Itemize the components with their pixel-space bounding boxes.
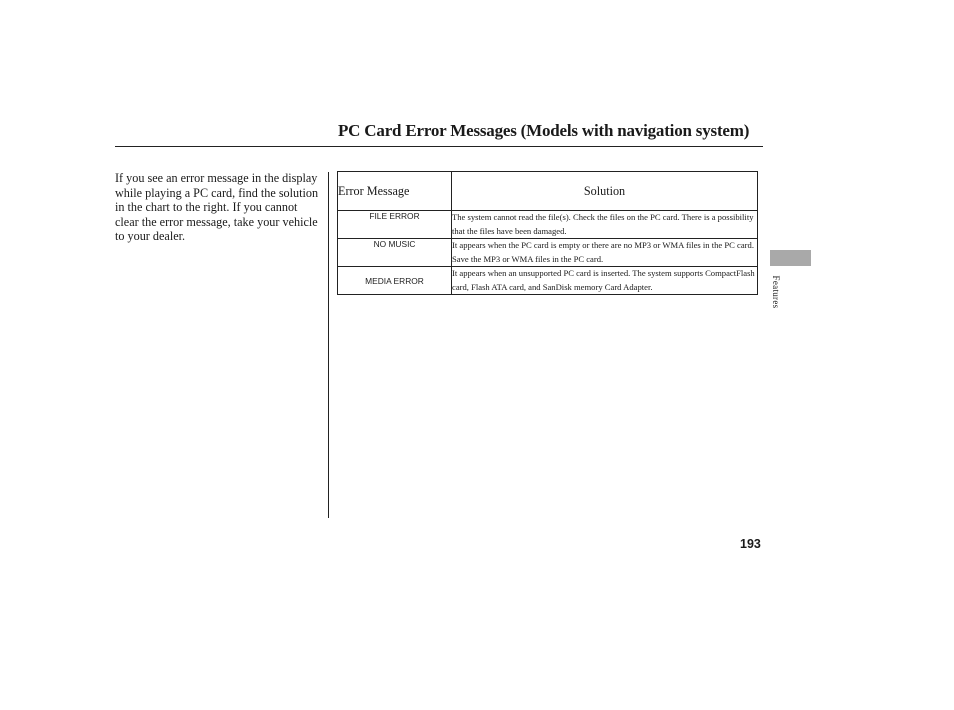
header-error-message: Error Message	[338, 172, 452, 211]
table-row	[338, 211, 758, 239]
section-tab-marker	[770, 250, 811, 266]
page-number: 193	[740, 537, 761, 551]
table-header-row	[338, 172, 758, 211]
table-row	[338, 239, 758, 267]
title-rule	[115, 146, 763, 147]
error-code-cell: NO MUSIC	[338, 239, 452, 267]
error-code-cell: MEDIA ERROR	[338, 267, 452, 295]
header-solution: Solution	[452, 172, 758, 211]
solution-cell: The system cannot read the file(s). Check the files on the PC card. There is a possibility that the files have been damaged.	[452, 211, 758, 239]
intro-paragraph: If you see an error message in the display while playing a PC card, find the solution in the chart to the right. If you cannot clear the error message, take your vehicle to your dealer.	[115, 171, 319, 244]
solution-cell: It appears when an unsupported PC card is inserted. The system supports CompactFlash card, Flash ATA card, and SanDisk memory Card Adapter.	[452, 267, 758, 295]
table-row	[338, 267, 758, 295]
error-message-table	[337, 171, 758, 295]
section-label: Features	[771, 275, 781, 309]
error-code-cell: FILE ERROR	[338, 211, 452, 239]
solution-cell: It appears when the PC card is empty or there are no MP3 or WMA files in the PC card. Save the MP3 or WMA files in the PC card.	[452, 239, 758, 267]
page-title: PC Card Error Messages (Models with navigation system)	[338, 121, 750, 140]
column-divider	[328, 172, 329, 518]
